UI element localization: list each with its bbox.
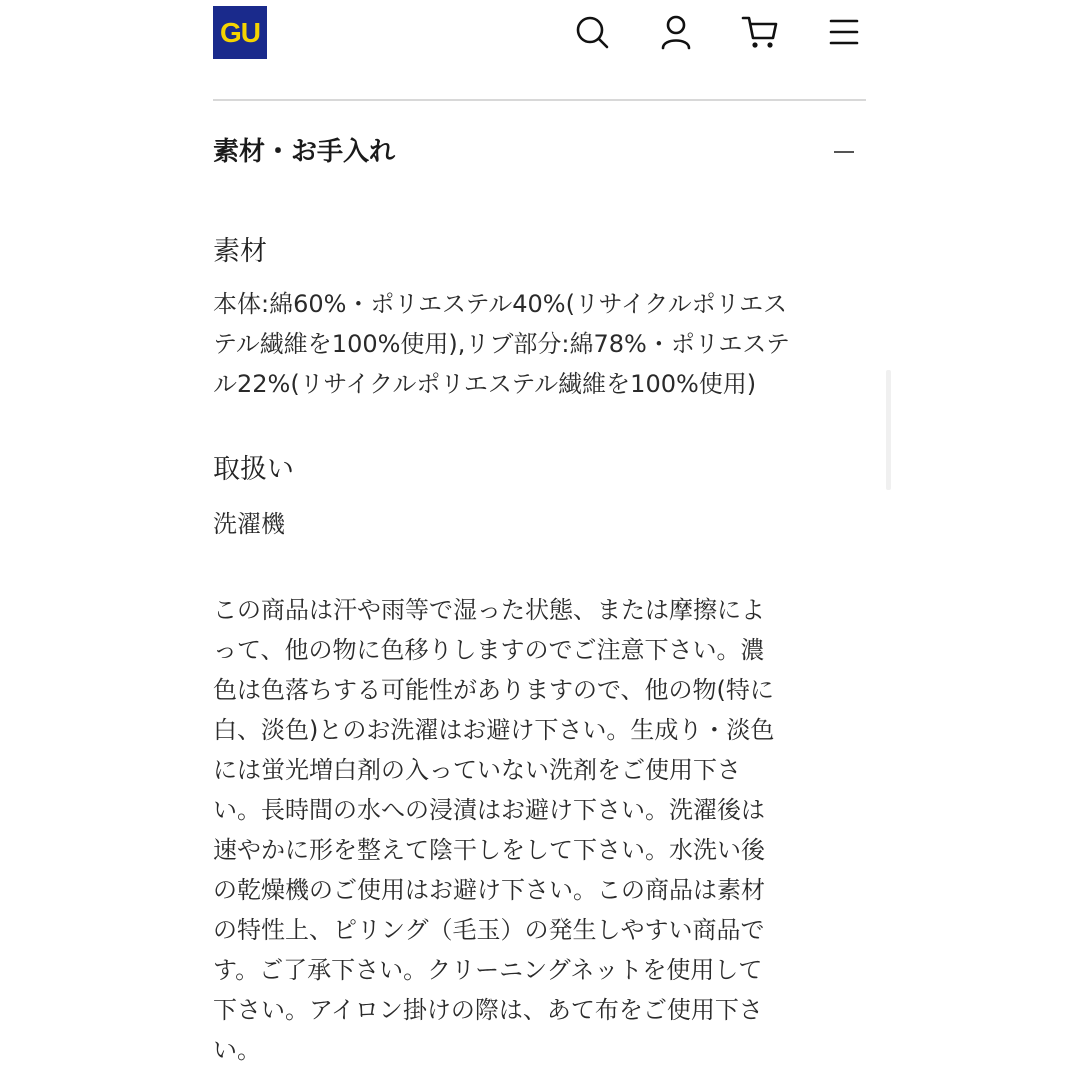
- account-icon: [658, 14, 694, 50]
- search-icon: [574, 14, 610, 50]
- site-header: [0, 0, 1080, 100]
- material-heading: 素材: [213, 236, 267, 267]
- care-note-line: 色は色落ちする可能性がありますので、他の物(特に: [213, 676, 774, 704]
- minus-icon: [834, 151, 854, 153]
- care-note-line: この商品は汗や雨等で湿った状態、または摩擦によ: [213, 596, 765, 624]
- care-note-line: の乾燥機のご使用はお避け下さい。この商品は素材: [213, 876, 765, 904]
- care-note-line: 速やかに形を整えて陰干しをして下さい。水洗い後: [213, 836, 765, 864]
- header-divider: [213, 99, 866, 101]
- material-line: テル繊維を100%使用),リブ部分:綿78%・ポリエステ: [213, 330, 790, 358]
- search-button[interactable]: [572, 12, 612, 52]
- account-button[interactable]: [656, 12, 696, 52]
- material-line: 本体:綿60%・ポリエステル40%(リサイクルポリエス: [213, 290, 788, 318]
- material-line: ル22%(リサイクルポリエステル繊維を100%使用): [213, 370, 757, 398]
- care-method: 洗濯機: [213, 510, 285, 538]
- care-note-line: い。長時間の水への浸漬はお避け下さい。洗濯後は: [213, 796, 765, 824]
- cart-button[interactable]: [740, 12, 780, 52]
- care-note-line: 下さい。アイロン掛けの際は、あて布をご使用下さ: [213, 996, 763, 1024]
- care-note-line: い。: [213, 1036, 261, 1064]
- collapse-button[interactable]: [826, 134, 862, 170]
- scrollbar-thumb[interactable]: [886, 370, 891, 490]
- care-note-line: って、他の物に色移りしますのでご注意下さい。濃: [213, 636, 765, 664]
- care-note-line: す。ご了承下さい。クリーニングネットを使用して: [213, 956, 763, 984]
- logo-text: GU: [220, 16, 260, 48]
- gu-logo[interactable]: [213, 6, 267, 59]
- menu-icon: [828, 17, 860, 47]
- care-heading: 取扱い: [213, 454, 294, 485]
- section-title[interactable]: 素材・お手入れ: [213, 137, 396, 167]
- cart-icon: [741, 14, 779, 50]
- care-note-line: には蛍光増白剤の入っていない洗剤をご使用下さ: [213, 756, 741, 784]
- menu-button[interactable]: [824, 12, 864, 52]
- care-note-line: の特性上、ピリング（毛玉）の発生しやすい商品で: [213, 916, 765, 944]
- care-note-line: 白、淡色)とのお洗濯はお避け下さい。生成り・淡色: [213, 716, 775, 744]
